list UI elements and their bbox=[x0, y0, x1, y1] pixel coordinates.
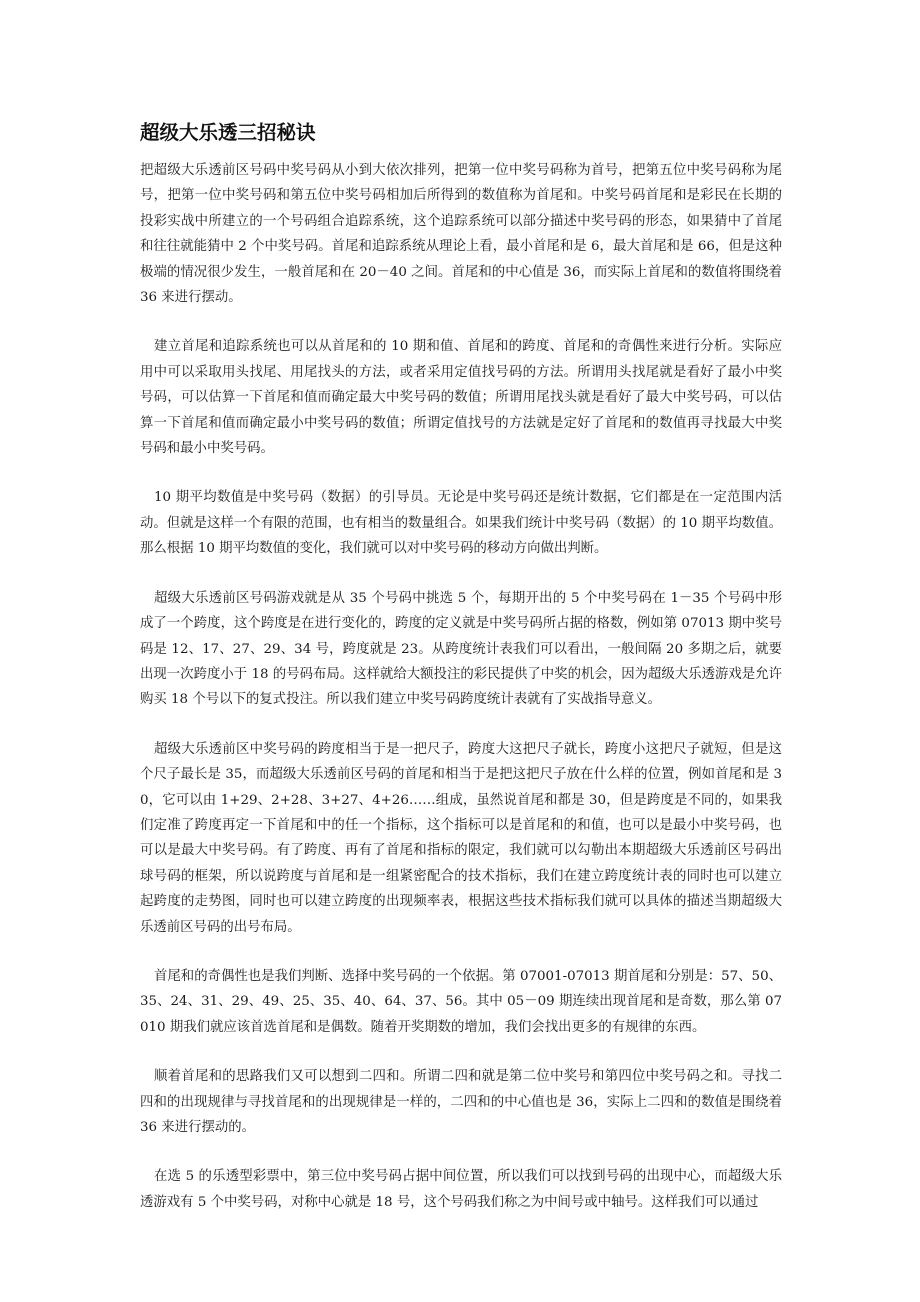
paragraph-2: 建立首尾和追踪系统也可以从首尾和的 10 期和值、首尾和的跨度、首尾和的奇偶性来进行分析。实际应用中可以采取用头找尾、用尾找头的方法，或者采用定值找号码的方法。所谓用头找尾就是看好了最小中奖号码，可以估算一下首尾和值而确定最大中奖号码的数值；所谓用尾找头就是看好了最大中奖号码，可以估算一下首尾和值而确定最小中奖号码的数值；所谓定值找号的方法就是定好了首尾和的数值再寻找最大中奖号码和最小中奖号码。 bbox=[140, 339, 782, 457]
paragraph-3: 10 期平均数值是中奖号码（数据）的引导员。无论是中奖号码还是统计数据，它们都是在一定范围内活动。但就是这样一个有限的范围，也有相当的数量组合。如果我们统计中奖号码（数据）的 10 期平均数值。那么根据 10 期平均数值的变化，我们就可以对中奖号码的移动方向做出判断。 bbox=[140, 490, 782, 557]
document-page bbox=[140, 118, 782, 1239]
paragraph-1: 把超级大乐透前区号码中奖号码从小到大依次排列，把第一位中奖号码称为首号，把第五位中奖号码称为尾号，把第一位中奖号码和第五位中奖号码相加后所得到的数值称为首尾和。中奖号码首尾和是彩民在长期的投彩实战中所建立的一个号码组合追踪系统，这个追踪系统可以部分描述中奖号码的形态，如果猜中了首尾和往往就能猜中 2 个中奖号码。首尾和追踪系统从理论上看，最小首尾和是 6，最大首尾和是 66，但是这种极端的情况很少发生，一般首尾和在 20－40 之间。首尾和的中心值是 36，而实际上首尾和的数值将围绕着 36 来进行摆动。 bbox=[140, 163, 782, 306]
paragraph-7: 顺着首尾和的思路我们又可以想到二四和。所谓二四和就是第二位中奖号和第四位中奖号码之和。寻找二四和的出现规律与寻找首尾和的出现规律是一样的，二四和的中心值也是 36，实际上二四和的数值是围绕着 36 来进行摆动的。 bbox=[140, 1069, 782, 1135]
paragraph-4: 超级大乐透前区号码游戏就是从 35 个号码中挑选 5 个，每期开出的 5 个中奖号码在 1－35 个号码中形成了一个跨度，这个跨度是在进行变化的，跨度的定义就是中奖号码所占据的格数，例如第 07013 期中奖号码是 12、17、27、29、34 号，跨度就是 23。从跨度统计表我们可以看出，一般间隔 20 多期之后，就要出现一次跨度小于 18 的号码布局。这样就给大额投注的彩民提供了中奖的机会，因为超级大乐透游戏是允许购买 18 个号以下的复式投注。所以我们建立中奖号码跨度统计表就有了实战指导意义。 bbox=[140, 590, 782, 708]
paragraph-6: 首尾和的奇偶性也是我们判断、选择中奖号码的一个依据。第 07001-07013 期首尾和分别是：57、50、35、24、31、29、49、25、35、40、64、37、56。其中 05－09 期连续出现首尾和是奇数，那么第 07010 期我们就应该首选首尾和是偶数。随着开奖期数的增加，我们会找出更多的有规律的东西。 bbox=[140, 968, 782, 1035]
paragraph-8: 在选 5 的乐透型彩票中，第三位中奖号码占据中间位置，所以我们可以找到号码的出现中心，而超级大乐透游戏有 5 个中奖号码，对称中心就是 18 号，这个号码我们称之为中间号或中轴号。这样我们可以通过 bbox=[140, 1169, 782, 1210]
document-title: 超级大乐透三招秘诀 bbox=[140, 121, 316, 144]
paragraph-5: 超级大乐透前区中奖号码的跨度相当于是一把尺子，跨度大这把尺子就长，跨度小这把尺子就短，但是这个尺子最长是 35，而超级大乐透前区号码的首尾和相当于是把这把尺子放在什么样的位置，例如首尾和是 30，它可以由 1+29、2+28、3+27、4+26……组成，虽然说首尾和都是 30，但是跨度是不同的，如果我们定准了跨度再定一下首尾和中的任一个指标，这个指标可以是首尾和的和值，也可以是最小中奖号码，也可以是最大中奖号码。有了跨度、再有了首尾和指标的限定，我们就可以勾勒出本期超级大乐透前区号码出球号码的框架，所以说跨度与首尾和是一组紧密配合的技术指标，我们在建立跨度统计表的同时也可以建立起跨度的走势图，同时也可以建立跨度的出现频率表，根据这些技术指标我们就可以具体的描述当期超级大乐透前区号码的出号布局。 bbox=[140, 741, 782, 935]
